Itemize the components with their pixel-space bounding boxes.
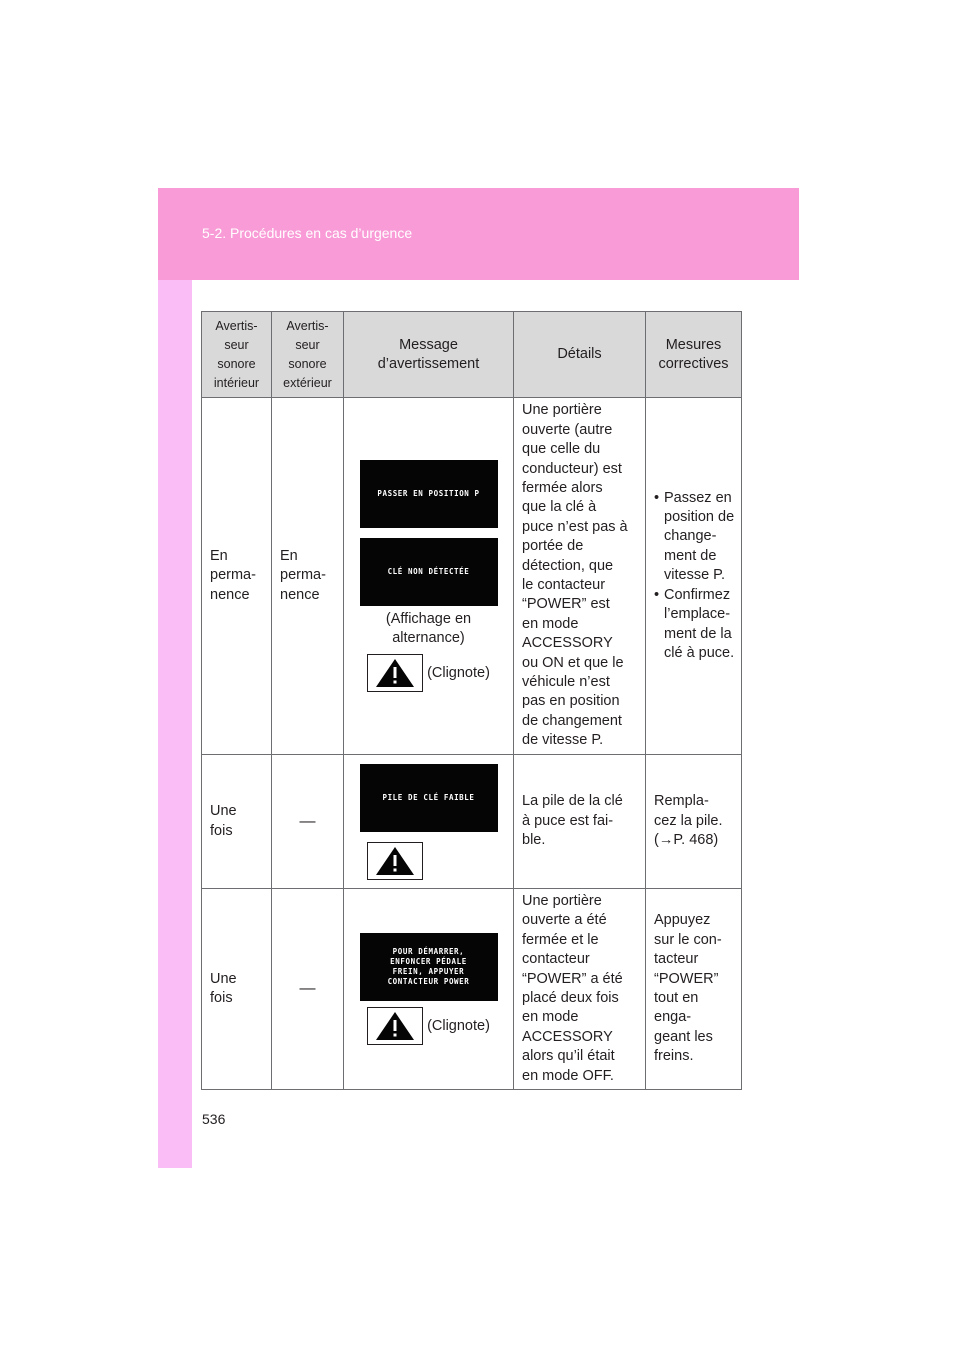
- page-number: 536: [202, 1111, 226, 1127]
- header-warning-message: Message d’avertissement: [344, 312, 514, 398]
- measures-list: [654, 489, 741, 664]
- section-title: 5-2. Procédures en cas d’urgence: [202, 225, 413, 241]
- warning-indicator-row: [344, 842, 513, 880]
- blink-caption: (Clignote): [427, 665, 490, 681]
- warning-triangle-icon: [367, 1007, 423, 1045]
- blink-caption: (Clignote): [427, 1018, 490, 1034]
- header-exterior-buzzer: Avertis- seur sonore extérieur: [272, 312, 344, 398]
- table-row: [202, 755, 742, 889]
- warning-triangle-icon: [367, 842, 423, 880]
- warning-indicator-row: [344, 654, 513, 692]
- measures-cell: [646, 398, 742, 755]
- list-item: • Passez en position de change- ment de vitesse P.: [654, 489, 741, 586]
- header-corrective-measures: Mesures correctives: [646, 312, 742, 398]
- alternate-caption: (Affichage en alternance): [385, 611, 472, 646]
- warning-triangle-icon: [367, 654, 423, 692]
- warning-message-cell: [344, 755, 514, 889]
- details-cell: Une portière ouverte (autre que celle du conducteur) est fermée alors que la clé à puce n’est pas à portée de détection, que le contacteur “POWER” est en mode ACCESSORY ou ON et que le véhicule n’est pas en position de changement de vitesse P.: [514, 398, 646, 755]
- interior-buzzer-cell: Une fois: [202, 889, 272, 1090]
- exterior-buzzer-cell: —: [272, 889, 344, 1090]
- interior-buzzer-cell: En perma- nence: [202, 398, 272, 755]
- warning-message-cell: [344, 889, 514, 1090]
- details-cell: Une portière ouverte a été fermée et le contacteur “POWER” a été placé deux fois en mode ACCESSORY alors qu’il était en mode OFF.: [514, 889, 646, 1090]
- exterior-buzzer-cell: —: [272, 755, 344, 889]
- header-interior-buzzer: Avertis- seur sonore intérieur: [202, 312, 272, 398]
- warning-message-cell: [344, 398, 514, 755]
- measures-cell: Rempla- cez la pile. (→P. 468): [646, 755, 742, 889]
- table-header-row: [202, 312, 742, 398]
- table-row: [202, 398, 742, 755]
- display-screen: PILE DE CLÉ FAIBLE: [360, 764, 498, 832]
- table-row: [202, 889, 742, 1090]
- exterior-buzzer-cell: En perma- nence: [272, 398, 344, 755]
- warning-indicator-row: [344, 1007, 513, 1045]
- display-screen: POUR DÉMARRER, ENFONCER PÉDALE FREIN, APPUYER CONTACTEUR POWER: [360, 933, 498, 1001]
- page-margin-band: [158, 188, 192, 1168]
- list-item: • Confirmez l’emplace- ment de la clé à puce.: [654, 586, 741, 664]
- display-screen: CLÉ NON DÉTECTÉE: [360, 538, 498, 606]
- display-screen: PASSER EN POSITION P: [360, 460, 498, 528]
- header-details: Détails: [514, 312, 646, 398]
- details-cell: La pile de la clé à puce est fai- ble.: [514, 755, 646, 889]
- warning-table: [201, 311, 742, 1090]
- measures-cell: Appuyez sur le con- tacteur “POWER” tout en enga- geant les freins.: [646, 889, 742, 1090]
- interior-buzzer-cell: Une fois: [202, 755, 272, 889]
